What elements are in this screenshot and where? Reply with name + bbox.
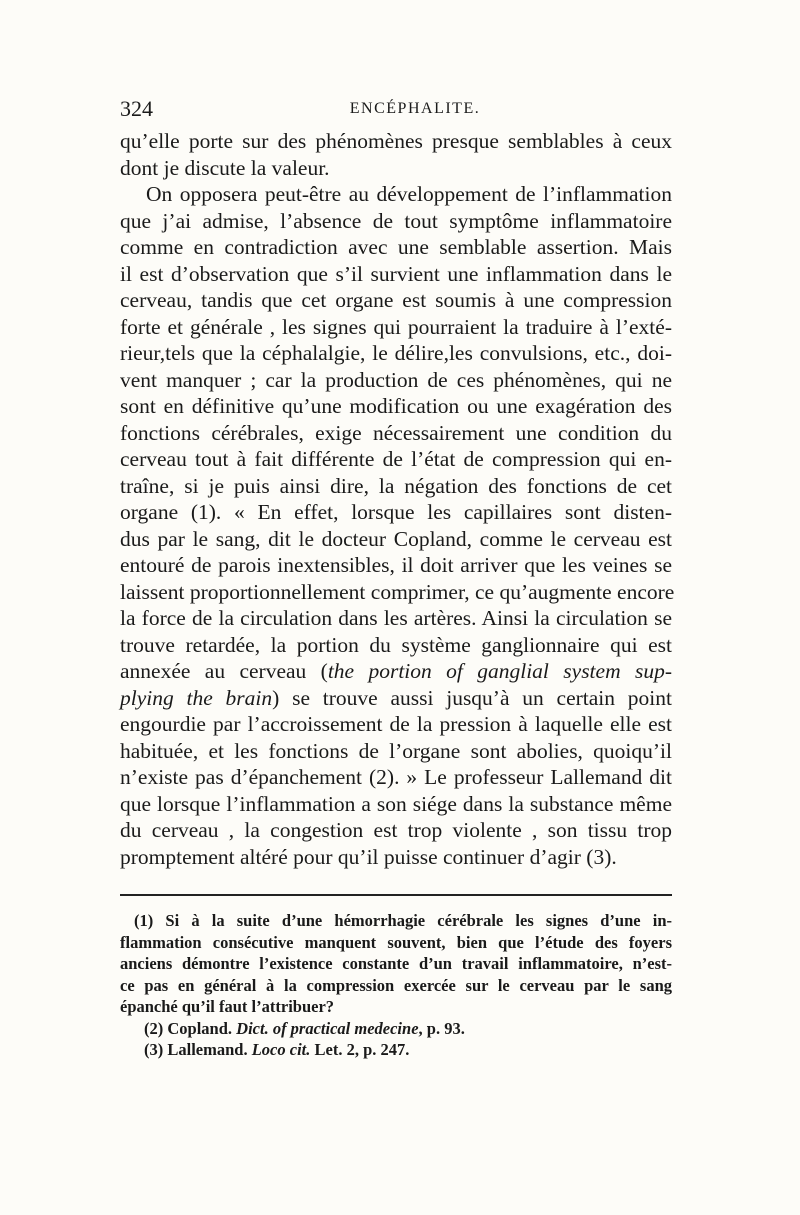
text-line: On opposera peut-être au développement de l’inflammation [146, 182, 672, 206]
text-line: promptement altéré pour qu’il puisse continuer d’agir (3). [120, 844, 617, 869]
text-line: organe (1). « En effet, lorsque les capillaires sont disten- [120, 500, 672, 524]
text-line-mixed: annexée au cerveau (the portion of ganglial system sup- [120, 659, 672, 683]
text-line: du cerveau , la congestion est trop violente , son tissu trop [120, 818, 672, 842]
footnote-1-line: anciens démontre l’existence constante d’un travail inflammatoire, n’est- [120, 954, 672, 973]
text-line: entouré de parois inextensibles, il doit arriver que les veines se [120, 553, 672, 577]
text-line: cerveau tout à fait différente de l’état de compression qui en- [120, 447, 672, 471]
footnote-1-line: (1) Si à la suite d’une hémorrhagie cérébrale les signes d’une in- [134, 911, 672, 930]
footnotes [120, 910, 672, 1061]
text-line: que j’ai admise, l’absence de tout symptôme inflammatoire [120, 208, 672, 233]
text-line: vent manquer ; car la production de ces phénomènes, qui ne [120, 367, 672, 392]
running-title: ENCÉPHALITE. [349, 100, 481, 117]
footnote-divider [120, 894, 672, 896]
text-line-mixed: plying the brain) se trouve aussi jusqu’à un certain point [120, 685, 672, 710]
running-head [120, 96, 672, 120]
text-line: habituée, et les fonctions de l’organe sont abolies, quoiqu’il [120, 738, 672, 763]
footnote-2: (2) Copland. Dict. of practical medecine, p. 93. [144, 1018, 465, 1038]
text-line: laissent proportionnellement comprimer, ce qu’augmente encore [120, 579, 675, 604]
main-text [120, 128, 675, 870]
text-line: rieur,tels que la céphalalgie, le délire,les convulsions, etc., doi- [120, 341, 672, 365]
page-number: 324 [120, 96, 153, 121]
text-line: qu’elle porte sur des phénomènes presque semblables à ceux [120, 129, 672, 153]
text-line: engourdie par l’accroissement de la pression à laquelle elle est [120, 712, 672, 736]
text-line: n’existe pas d’épanchement (2). » Le professeur Lallemand dit [120, 765, 672, 789]
text-line: dus par le sang, dit le docteur Copland, comme le cerveau est [120, 526, 672, 551]
footnote-3: (3) Lallemand. Loco cit. Let. 2, p. 247. [144, 1040, 410, 1059]
text-line: que lorsque l’inflammation a son siége dans la substance même [120, 791, 672, 816]
text-line: fonctions cérébrales, exige nécessairement une condition du [120, 420, 672, 445]
text-line: sont en définitive qu’une modification ou une exagération des [120, 394, 672, 418]
footnote-1-line: ce pas en général à la compression exercée sur le cerveau par le sang [120, 975, 672, 995]
footnote-1-line: flammation consécutive manquent souvent, bien que l’étude des foyers [120, 932, 672, 952]
text-line: dont je discute la valeur. [120, 155, 330, 180]
footnote-1-line: épanché qu’il faut l’attribuer? [120, 997, 335, 1016]
text-line: comme en contradiction avec une semblable assertion. Mais [120, 235, 672, 259]
text-line: la force de la circulation dans les artères. Ainsi la circulation se [120, 606, 672, 630]
text-line: cerveau, tandis que cet organe est soumis à une compression [120, 288, 672, 312]
text-line: il est d’observation que s’il survient une inflammation dans le [120, 261, 672, 286]
text-line: traîne, si je puis ainsi dire, la négation des fonctions de cet [120, 473, 672, 498]
text-line: forte et générale , les signes qui pourraient la traduire à l’exté- [120, 314, 672, 339]
text-line: trouve retardée, la portion du système ganglionnaire qui est [120, 632, 672, 657]
